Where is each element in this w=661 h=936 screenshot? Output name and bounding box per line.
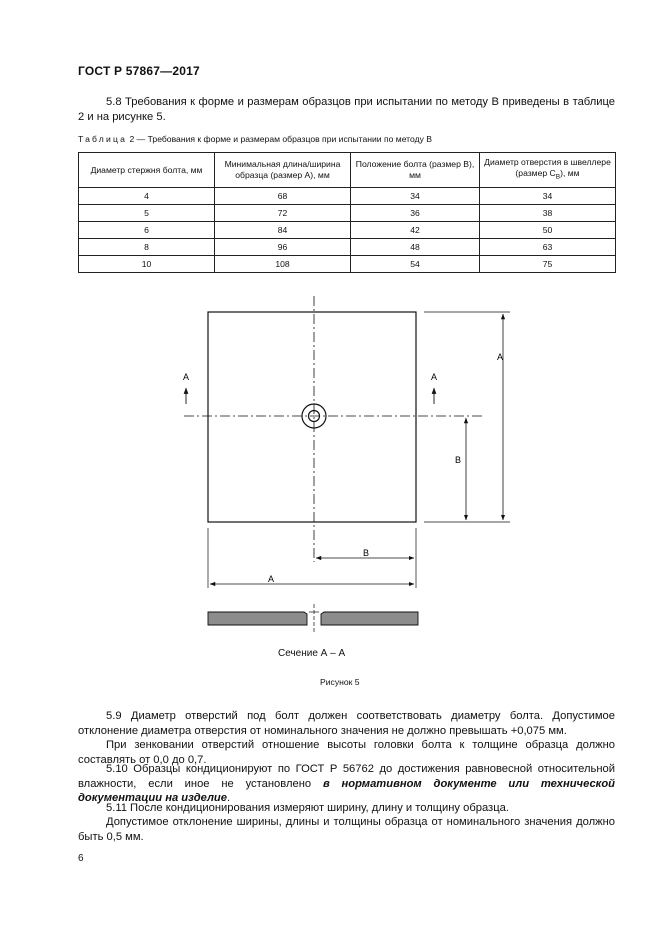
table-cell: 36 xyxy=(351,205,480,222)
table-cell: 34 xyxy=(480,188,616,205)
table-cell: 34 xyxy=(351,188,480,205)
table-caption-label: Таблица xyxy=(78,134,128,144)
paragraph-5-10-end: . xyxy=(226,792,231,805)
specimen-plate xyxy=(208,312,416,522)
paragraph-5-9: 5.9 Диаметр отверстий под болт должен соответствовать диаметру болта. Допустимое отклонение диаметра отверстия от номинального значения не должно превышать +0,075 мм. xyxy=(78,710,615,737)
table-cell: 84 xyxy=(215,222,351,239)
table-cell: 8 xyxy=(79,239,215,256)
table-cell: 4 xyxy=(79,188,215,205)
requirements-table xyxy=(78,152,616,273)
dim-label-a-vertical: А xyxy=(496,352,504,362)
section-view-right xyxy=(321,612,418,625)
table-cell: 48 xyxy=(351,239,480,256)
dim-label-b-horizontal: В xyxy=(362,548,370,558)
table-row xyxy=(79,222,616,239)
paragraph-5-11: 5.11 После кондиционирования измеряют ширину, длину и толщину образца. xyxy=(106,802,509,814)
page-number: 6 xyxy=(78,853,84,864)
col-header-bolt-diameter: Диаметр стержня болта, мм xyxy=(79,153,215,188)
table-row xyxy=(79,188,616,205)
document-header: ГОСТ Р 57867—2017 xyxy=(78,64,200,78)
table-cell: 10 xyxy=(79,256,215,273)
table-cell: 75 xyxy=(480,256,616,273)
table-cell: 72 xyxy=(215,205,351,222)
paragraph-5-8: 5.8 Требования к форме и размерам образцов при испытании по методу В приведены в таблице 2 и на рисунке 5. xyxy=(78,96,615,123)
table-cell: 6 xyxy=(79,222,215,239)
paragraph-5-10-text: 5.10 Образцы кондиционируют по ГОСТ Р 56762 до достижения равновесной относительной влажности, если иное не установлено xyxy=(78,763,615,790)
section-title: Сечение А – А xyxy=(278,648,346,659)
col-header-hole-diameter-text: Диаметр отверстия в швеллере (размер С xyxy=(484,157,611,179)
section-mark-right: А xyxy=(430,372,438,382)
col-header-hole-diameter xyxy=(480,153,616,188)
table-caption xyxy=(78,134,432,144)
table-cell: 108 xyxy=(215,256,351,273)
table-cell: 42 xyxy=(351,222,480,239)
table-row xyxy=(79,205,616,222)
col-header-min-length: Минимальная длина/ширина образца (размер А), мм xyxy=(215,153,351,188)
table-caption-text: 2 — Требования к форме и размерам образцов при испытании по методу В xyxy=(127,134,433,144)
table-cell: 68 xyxy=(215,188,351,205)
specimen-drawing xyxy=(170,292,520,642)
table-row xyxy=(79,239,616,256)
paragraph-5-10 xyxy=(78,762,615,806)
table-header-row xyxy=(79,153,616,188)
paragraph-5-10-emphasis: в нормативном документе или технической документации на изделие xyxy=(78,777,616,805)
dim-label-b-vertical: В xyxy=(454,455,462,465)
paragraph-5-11-tolerance: Допустимое отклонение ширины, длины и толщины образца от номинального значения должно быть 0,5 мм. xyxy=(78,816,615,843)
table-cell: 63 xyxy=(480,239,616,256)
table-cell: 54 xyxy=(351,256,480,273)
col-header-hole-diameter-unit: ), мм xyxy=(560,168,580,179)
table-cell: 50 xyxy=(480,222,616,239)
table-cell: 38 xyxy=(480,205,616,222)
section-view-left xyxy=(208,612,307,625)
table-row xyxy=(79,256,616,273)
col-header-hole-diameter-subscript: В xyxy=(555,173,561,181)
table-cell: 96 xyxy=(215,239,351,256)
table-cell: 5 xyxy=(79,205,215,222)
col-header-bolt-position: Положение болта (размер В), мм xyxy=(351,153,480,188)
paragraph-5-9-countersink: При зенковании отверстий отношение высоты головки болта к толщине образца должно составлять от 0,0 до 0,7. xyxy=(78,739,615,766)
section-mark-left: А xyxy=(182,372,190,382)
dim-label-a-horizontal: А xyxy=(267,574,275,584)
figure-caption: Рисунок 5 xyxy=(320,677,360,687)
